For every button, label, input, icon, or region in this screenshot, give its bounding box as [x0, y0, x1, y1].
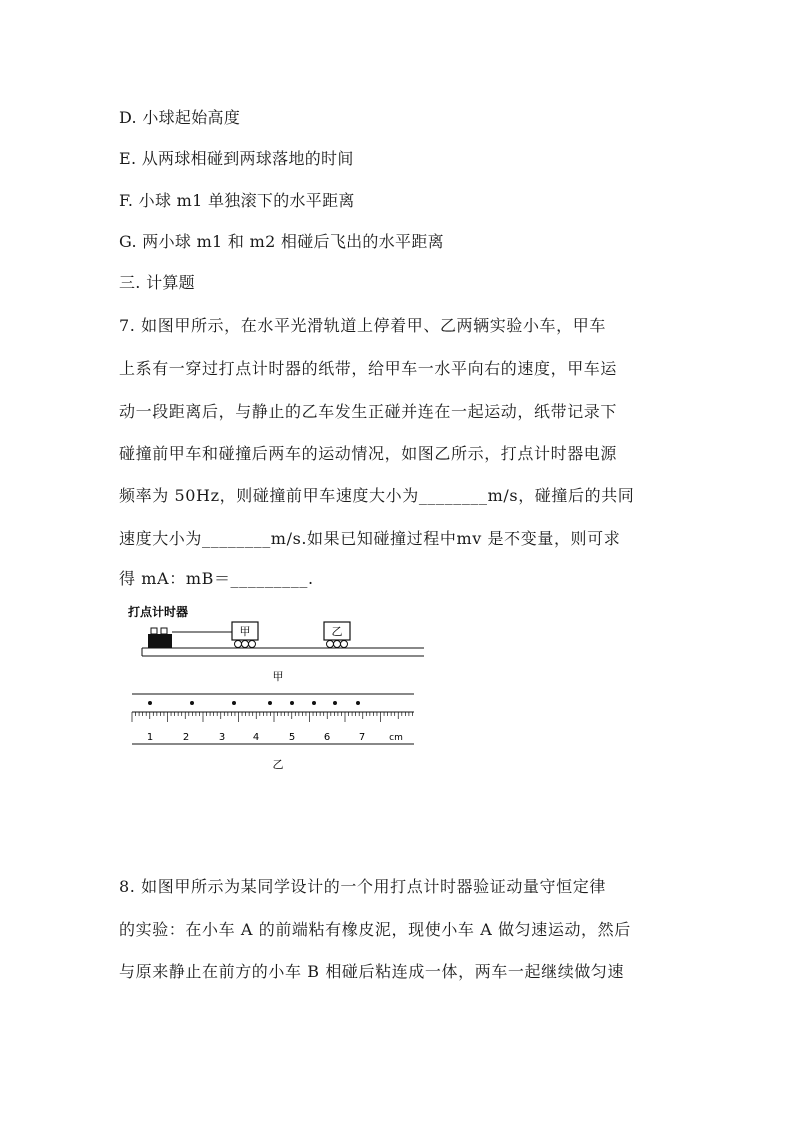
ruler-number-2: 2 — [182, 732, 190, 743]
cart-a-wheel — [235, 641, 242, 648]
cart-b-wheel — [327, 641, 334, 648]
ruler-unit: cm — [389, 733, 403, 743]
cart-b-wheel — [341, 641, 348, 648]
tape-dot — [148, 701, 152, 705]
ruler-number-7: 7 — [358, 732, 366, 743]
q7-line-1: 7. 如图甲所示，在水平光滑轨道上停着甲、乙两辆实验小车，甲车 — [119, 316, 606, 335]
ruler-number-1: 1 — [146, 732, 154, 743]
tape-dot — [290, 701, 294, 705]
option-d: D. 小球起始高度 — [119, 108, 241, 127]
q8-line-2: 的实验：在小车 A 的前端粘有橡皮泥，现使小车 A 做匀速运动，然后 — [119, 920, 631, 939]
cart-b-label: 乙 — [331, 625, 343, 638]
figure-svg — [120, 598, 430, 778]
q7-line-5: 频率为 50Hz，则碰撞前甲车速度大小为________m/s，碰撞后的共同 — [119, 486, 635, 505]
q8-line-3: 与原来静止在前方的小车 B 相碰后粘连成一体，两车一起继续做匀速 — [119, 962, 625, 981]
cart-a-wheel — [249, 641, 256, 648]
option-e: E. 从两球相碰到两球落地的时间 — [119, 149, 354, 168]
q7-line-3: 动一段距离后，与静止的乙车发生正碰并连在一起运动，纸带记录下 — [119, 402, 618, 421]
timer-device-icon — [148, 634, 172, 648]
ruler-number-3: 3 — [218, 732, 226, 743]
tape-dot — [356, 701, 360, 705]
q7-line-4: 碰撞前甲车和碰撞后两车的运动情况，如图乙所示，打点计时器电源 — [119, 444, 618, 463]
tape-dot — [232, 701, 236, 705]
timer-knob-right — [161, 628, 167, 634]
tape-dot — [333, 701, 337, 705]
cart-b-wheel — [334, 641, 341, 648]
cart-a-label: 甲 — [239, 625, 251, 638]
section-heading: 三. 计算题 — [119, 273, 195, 292]
tape-dot — [190, 701, 194, 705]
figure-caption-bottom: 乙 — [272, 758, 284, 771]
cart-a-wheel — [242, 641, 249, 648]
option-f: F. 小球 m1 单独滚下的水平距离 — [119, 191, 355, 210]
q7-line-6: 速度大小为________m/s.如果已知碰撞过程中mv 是不变量，则可求 — [119, 529, 621, 548]
q8-line-1: 8. 如图甲所示为某同学设计的一个用打点计时器验证动量守恒定律 — [119, 877, 606, 896]
figure-caption-top: 甲 — [272, 670, 284, 683]
option-g: G. 两小球 m1 和 m2 相碰后飞出的水平距离 — [119, 232, 444, 251]
tape-dot — [268, 701, 272, 705]
q7-line-7: 得 mA：mB＝_________. — [119, 569, 314, 588]
q7-line-2: 上系有一穿过打点计时器的纸带，给甲车一水平向右的速度，甲车运 — [119, 359, 618, 378]
ruler-ticks — [132, 712, 412, 722]
ruler-number-5: 5 — [288, 732, 296, 743]
experiment-figure — [120, 598, 430, 778]
timer-knob-left — [151, 628, 157, 634]
ruler-number-4: 4 — [252, 732, 260, 743]
ruler-number-6: 6 — [323, 732, 331, 743]
tape-dots — [148, 701, 360, 705]
tape-dot — [312, 701, 316, 705]
timer-label: 打点计时器 — [128, 605, 189, 619]
